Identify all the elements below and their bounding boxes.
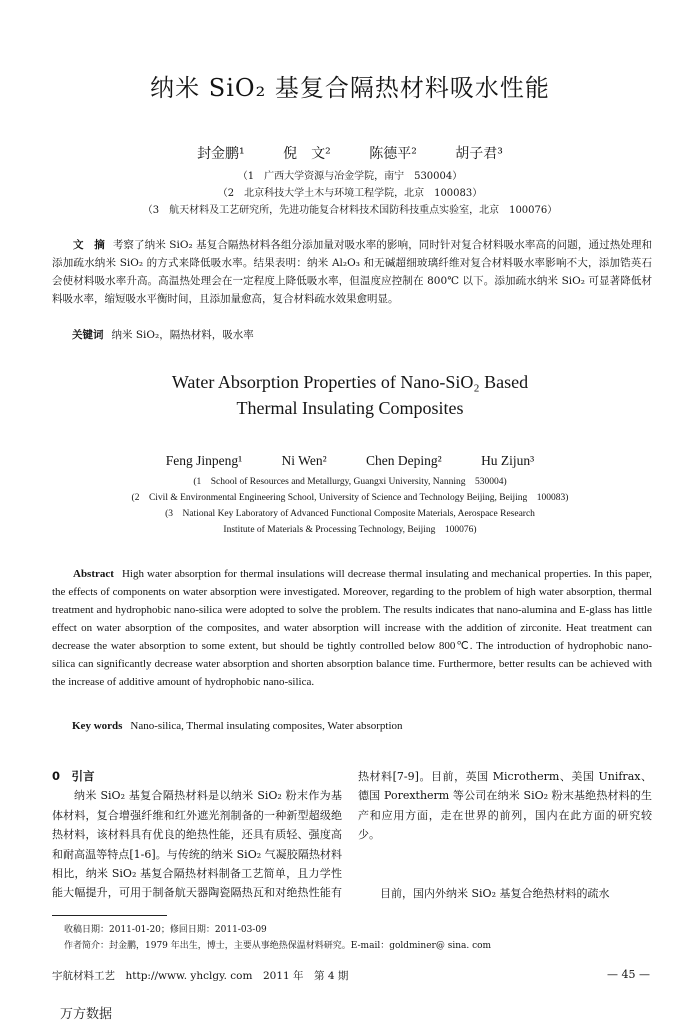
abstract-en-text: High water absorption for thermal insulations will decrease thermal insulating and mechanical properties. In this paper, the effects of components on water absorption were investigated. Moreover, regarding to the problem of high water absorption, thermal treatment and hydrophobic nano-silica were adopted to solve the problem. The results indicates that nano-alumina and E-glass has little effect on water absorption of the composites, and water absorption will increase with the addition of zirconite. Heat treatment can decrease the water absorption to some extent, but should be tightly controlled below 800℃. The introduction of hydrophobic nano-silica can significantly decrease water absorption and shorten absorption balance time. Furthermore, better results can be achieved with the increase of additive amount of hydrophobic nano-silica. xyxy=(52,568,652,688)
author-list-en xyxy=(0,453,700,469)
footnote-divider xyxy=(52,915,167,916)
keywords-en-text: Nano-silica, Thermal insulating composites, Water absorption xyxy=(130,720,403,732)
affiliation-en: (3 National Key Laboratory of Advanced Functional Composite Materials, Aerospace Research xyxy=(165,509,535,519)
author-en: Feng Jinpeng¹ xyxy=(165,453,243,468)
affiliation-en: (2 Civil & Environmental Engineering School, University of Science and Technology Beijing, Beijing 100083) xyxy=(131,493,569,503)
affiliation-cn: （1 广西大学资源与冶金学院，南宁 530004） xyxy=(237,171,463,182)
affiliation-cn: （2 北京科技大学土木与环境工程学院，北京 100083） xyxy=(217,188,483,199)
keywords-cn-label: 关键词 xyxy=(72,329,104,341)
author-cn: 陈德平² xyxy=(369,146,417,162)
right-column xyxy=(358,767,652,903)
author-en: Hu Zijun³ xyxy=(481,453,535,468)
keywords-cn-text: 纳米 SiO₂，隔热材料，吸水率 xyxy=(111,329,254,341)
author-en: Ni Wen² xyxy=(281,453,327,468)
body-paragraph: 目前，国内外纳米 SiO₂ 基复合绝热材料的疏水 xyxy=(380,887,610,900)
author-cn: 胡子君³ xyxy=(455,146,503,162)
page-number: — 45 — xyxy=(607,968,650,981)
affiliation-en: (1 School of Resources and Metallurgy, Guangxi University, Nanning 530004) xyxy=(193,477,507,487)
footnote-dates: 收稿日期：2011-01-20；修回日期：2011-03-09 xyxy=(64,925,267,935)
author-cn: 倪 文² xyxy=(283,146,331,162)
body-paragraph-part1: 纳米 SiO₂ 基复合隔热材料是以纳米 SiO₂ 粉末作为基体材料，复合增强纤维和红外遮光剂制备的一种新型超级绝热材料，该材料具有优良的绝热性能，还具有质轻、强度高和耐高温等特点[1-6]。与传统的纳米 SiO₂ 气凝胶隔热材料相比，纳米 SiO₂ 基复合隔热材料制备工艺简单，且力学性能大幅提升，可用于制备航天器陶瓷隔热瓦和对绝热性能有 xyxy=(52,789,342,900)
paper-title-en-line1: Water Absorption Properties of Nano-SiO₂ Based xyxy=(171,372,529,392)
body-paragraph-continued xyxy=(358,767,652,884)
abstract-en xyxy=(52,565,652,691)
paper-title-en-line2: Thermal Insulating Composites xyxy=(236,398,464,418)
abstract-cn xyxy=(52,236,652,308)
author-en: Chen Deping² xyxy=(366,453,442,468)
body-paragraph-part2: 热材料[7-9]。目前，英国 Microtherm、美国 Unifrax、德国 Porextherm 等公司在纳米 SiO₂ 粉末基绝热材料的生产和应用方面，走在世界的前列，国内在此方面的研究较少。 xyxy=(358,769,652,842)
journal-footer: 宇航材料工艺 http://www. yhclgy. com 2011 年 第 4 期 xyxy=(52,970,349,982)
author-cn: 封金鹏¹ xyxy=(197,146,245,162)
keywords-cn xyxy=(72,327,254,342)
watermark: 万方数据 xyxy=(60,1007,113,1022)
section-heading: 0 引言 xyxy=(52,769,95,783)
keywords-en-label: Key words xyxy=(72,720,123,732)
affiliation-cn: （3 航天材料及工艺研究所，先进功能复合材料技术国防科技重点实验室，北京 100076） xyxy=(142,205,558,216)
author-list-cn xyxy=(0,143,700,163)
keywords-en xyxy=(72,720,403,732)
abstract-cn-label: 文 摘 xyxy=(73,239,105,251)
affiliation-en: Institute of Materials & Processing Technology, Beijing 100076) xyxy=(223,525,477,535)
abstract-en-label: Abstract xyxy=(73,568,114,580)
footnote-author: 作者简介：封金鹏，1979 年出生，博士，主要从事绝热保温材料研究。E-mail：goldminer@ sina. com xyxy=(64,941,492,951)
abstract-cn-text: 考察了纳米 SiO₂ 基复合隔热材料各组分添加量对吸水率的影响，同时针对复合材料吸水率高的问题，通过热处理和添加疏水纳米 SiO₂ 的方式来降低吸水率。结果表明：纳米 Al₂O₃ 和无碱超细玻璃纤维对复合材料吸水率影响不大，添加锆英石会使材料吸水率升高。高温热处理会在一定程度上降低吸水率，但温度应控制在 800℃ 以下。添加疏水纳米 SiO₂ 可显著降低材料吸水率，缩短吸水平衡时间，且添加量愈高，复合材料疏水效果愈明显。 xyxy=(52,239,653,305)
left-column xyxy=(52,767,342,902)
paper-title-cn: 纳米 SiO₂ 基复合隔热材料吸水性能 xyxy=(150,74,550,102)
